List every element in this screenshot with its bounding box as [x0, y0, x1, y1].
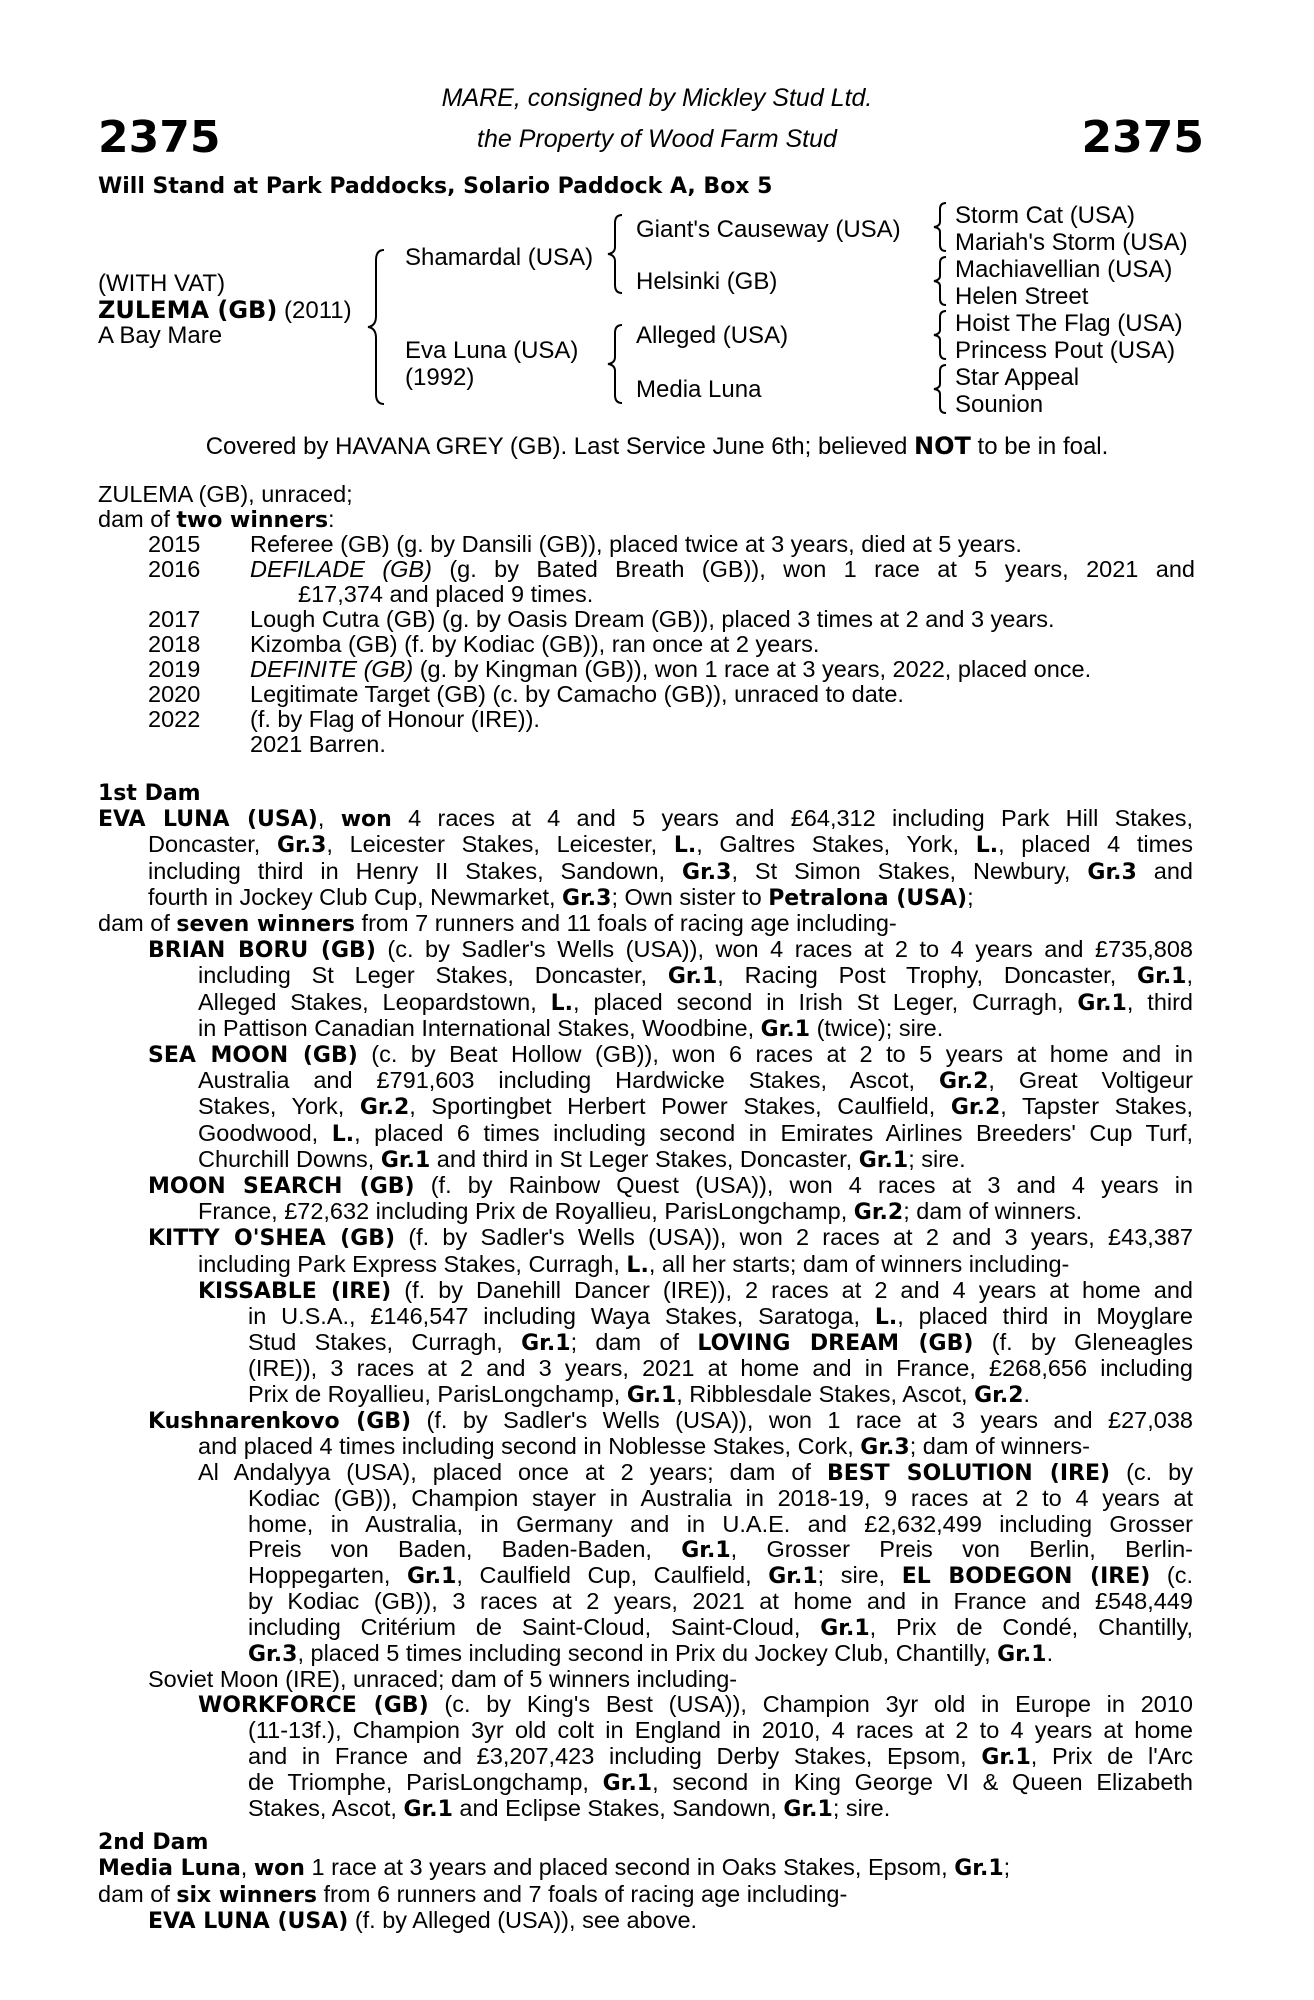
grade: Gr.1	[403, 1796, 453, 1822]
text: , Caulfield Cup, Caulfield,	[456, 1562, 769, 1589]
produce-text-cont: £17,374 and placed 9 times.	[298, 581, 594, 607]
winners-count: two winners	[176, 508, 329, 533]
grandsire-1: Giant's Causeway (USA)	[636, 216, 901, 243]
produce-text	[250, 657, 1091, 682]
text: Preis von Baden, Baden-Baden,	[248, 1535, 682, 1562]
text: (f. by Gleneagles	[973, 1329, 1193, 1356]
grade: Gr.2	[853, 1200, 904, 1226]
text-line	[98, 1770, 1193, 1796]
text-line	[98, 1882, 1193, 1908]
produce-year: 2015	[148, 531, 201, 557]
text: , Great Voltigeur	[988, 1067, 1193, 1094]
produce-row	[0, 657, 1314, 682]
grade: Gr.1	[820, 1615, 870, 1641]
text: and in France and £3,207,423 including Derby Stakes, Epsom,	[248, 1742, 982, 1769]
first-dam-section	[98, 781, 1193, 1934]
text: ; sire.	[832, 1794, 891, 1821]
text: (c. by King's Best (USA)), Champion 3yr old in Europe in 2010	[428, 1691, 1193, 1718]
horse-name: LOVING DREAM (GB)	[697, 1331, 974, 1357]
text-line: Media Luna, won 1 race at 3 years and placed second in Oaks Stakes, Epsom, Gr.1;	[98, 1854, 1011, 1882]
text: and placed 4 times including second in Noblesse Stakes, Cork,	[198, 1433, 861, 1460]
dam-name: Media Luna	[98, 1856, 241, 1882]
vat-note: (WITH VAT)	[98, 270, 226, 297]
text-line	[98, 1563, 1193, 1589]
text: France, £72,632 including Prix de Royallieu, ParisLongchamp,	[198, 1198, 854, 1225]
horse-description: A Bay Mare	[98, 322, 223, 349]
text-line	[98, 1094, 1193, 1120]
text: and Eclipse Stakes, Sandown,	[452, 1794, 784, 1821]
text: , Galtres Stakes, York,	[696, 831, 976, 858]
grade: Gr.1	[954, 1856, 1004, 1882]
text: , Tapster Stakes,	[1000, 1093, 1193, 1120]
text: (c. by Sadler's Wells (USA)), won 4 races at 2 to 4 years and £735,808	[375, 936, 1193, 963]
text: from 6 runners and 7 foals of racing age including-	[316, 1880, 848, 1907]
text: and third in St Leger Stakes, Doncaster,	[430, 1145, 859, 1172]
grade: Gr.1	[406, 1564, 457, 1590]
produce-year: 2020	[148, 681, 201, 707]
text-line: EVA LUNA (USA), won 4 races at 4 and 5 years and £64,312 including Park Hill Stakes,	[98, 805, 1193, 833]
text: .	[1023, 1380, 1031, 1407]
text-line	[98, 1408, 1193, 1434]
text: , third	[1126, 988, 1194, 1015]
grade: L.	[550, 990, 574, 1016]
text-line	[98, 1252, 1193, 1278]
text-line	[98, 1460, 1193, 1486]
text: , placed 6 times including second in Emirates Airlines Breeders' Cup Turf,	[354, 1119, 1193, 1146]
produce-year: 2018	[148, 631, 201, 657]
text: , placed second in Irish St Leger, Curragh,	[573, 988, 1078, 1015]
text: , Grosser Preis von Berlin, Berlin-	[730, 1535, 1193, 1562]
text: (twice); sire.	[810, 1014, 944, 1041]
text: , Leicester Stakes, Leicester,	[326, 831, 674, 858]
produce-year: 2019	[148, 656, 201, 682]
ggs-brace-4	[932, 362, 950, 416]
horse-name: KISSABLE (IRE)	[198, 1278, 392, 1304]
text: in U.S.A., £146,547 including Waya Stakes, Saratoga,	[248, 1303, 875, 1330]
text: (f. by Sadler's Wells (USA)), won 1 race at 3 years and £27,038	[411, 1406, 1193, 1433]
great-grandparent-8: Sounion	[955, 391, 1044, 418]
won-label: won	[253, 1856, 305, 1882]
text: 1 race at 3 years and placed second in Oaks Stakes, Epsom,	[304, 1854, 955, 1881]
great-grandparent-4: Helen Street	[955, 283, 1089, 310]
grade: Gr.2	[950, 1095, 1001, 1121]
text: dam of	[98, 506, 177, 532]
great-grandparent-2: Mariah's Storm (USA)	[955, 229, 1188, 256]
produce-year: 2016	[148, 556, 201, 582]
text: , Sportingbet Herbert Power Stakes, Caulfield,	[409, 1093, 951, 1120]
text: Prix de Royallieu, ParisLongchamp,	[248, 1380, 627, 1407]
grade: L.	[874, 1305, 898, 1331]
great-grandparent-1: Storm Cat (USA)	[955, 202, 1136, 229]
grade: Gr.3	[682, 859, 732, 885]
text: fourth in Jockey Club Cup, Newmarket,	[148, 883, 563, 910]
ggs-brace-2	[932, 254, 950, 308]
text: Stakes, Ascot,	[248, 1794, 404, 1821]
text-line	[98, 1199, 1193, 1225]
grade: Gr.3	[1087, 859, 1137, 885]
text: ,	[1186, 962, 1194, 989]
granddam-2: Media Luna	[636, 376, 762, 403]
text: Goodwood,	[198, 1119, 332, 1146]
text-line	[98, 1068, 1193, 1094]
grade: Gr.2	[359, 1095, 410, 1121]
text-line	[98, 1382, 1193, 1408]
text-line	[98, 1278, 1193, 1304]
grade: Gr.1	[783, 1796, 833, 1822]
text-line: Soviet Moon (IRE), unraced; dam of 5 winners including-	[148, 1665, 738, 1692]
stand-location: Will Stand at Park Paddocks, Solario Paddock A, Box 5	[98, 174, 773, 199]
grade: Gr.3	[276, 833, 327, 859]
text-line	[98, 1042, 1193, 1068]
text: , Racing Post Trophy, Doncaster,	[717, 962, 1138, 989]
text-line	[98, 1692, 1193, 1718]
covered-not: NOT	[914, 432, 971, 460]
produce-row	[250, 557, 1195, 607]
text: ; Own sister to	[611, 883, 769, 910]
grade: L.	[975, 833, 999, 859]
produce-row	[0, 632, 1314, 657]
horse-name: Petralona (USA)	[768, 885, 968, 911]
text: including third in Henry II Stakes, Sandown,	[148, 857, 683, 884]
text-line: (11-13f.), Champion 3yr old colt in England in 2010, 4 races at 2 to 4 years at home	[248, 1717, 1193, 1744]
barren-note: 2021 Barren.	[250, 731, 386, 757]
text-line	[98, 1744, 1193, 1770]
grade: L.	[626, 1252, 649, 1278]
text: Doncaster,	[148, 831, 277, 858]
text-line	[98, 1330, 1193, 1356]
text: ;	[967, 883, 974, 910]
sire-dam-brace	[366, 246, 390, 408]
text: .	[1046, 1639, 1054, 1666]
lot-number-left: 2375	[98, 112, 221, 163]
granddam-1: Helsinki (GB)	[636, 268, 778, 295]
horse-title	[98, 296, 352, 325]
text: and	[1136, 857, 1193, 884]
horse-name: MOON SEARCH (GB)	[148, 1174, 415, 1200]
text: (g. by Kingman (GB)), won 1 race at 3 years, 2022, placed once.	[413, 656, 1092, 682]
horse-name: WORKFORCE (GB)	[198, 1693, 429, 1719]
consignor-line: MARE, consigned by Mickley Stud Ltd.	[441, 84, 873, 112]
grade: Gr.3	[248, 1641, 298, 1667]
winners-count: seven winners	[176, 912, 356, 938]
text: in Pattison Canadian International Stakes, Woodbine,	[198, 1014, 761, 1041]
text-line	[98, 1147, 1193, 1173]
text: Stakes, York,	[198, 1093, 360, 1120]
text: Stud Stakes, Curragh,	[248, 1329, 522, 1356]
dam-brace	[606, 322, 626, 406]
horse-name: ZULEMA (GB)	[98, 296, 278, 324]
text: Churchill Downs,	[198, 1145, 381, 1172]
grade: Gr.2	[938, 1069, 989, 1095]
text: , St Simon Stakes, Newbury,	[731, 857, 1088, 884]
produce-text: Lough Cutra (GB) (g. by Oasis Dream (GB)), placed 3 times at 2 and 3 years.	[250, 606, 1055, 632]
produce-year: 2022	[148, 706, 201, 732]
text-line	[98, 1615, 1193, 1641]
produce-text: Kizomba (GB) (f. by Kodiac (GB)), ran once at 2 years.	[250, 631, 820, 657]
produce-name: DEFINITE (GB)	[250, 656, 414, 682]
dam-name: EVA LUNA (USA)	[98, 807, 318, 833]
grade: Gr.3	[562, 885, 612, 911]
grade: Gr.1	[602, 1770, 653, 1796]
grade: Gr.1	[521, 1331, 571, 1357]
great-grandparent-7: Star Appeal	[955, 364, 1080, 391]
text-line	[98, 832, 1193, 858]
text: , placed third in Moyglare	[897, 1303, 1193, 1330]
produce-text: Legitimate Target (GB) (c. by Camacho (GB)), unraced to date.	[250, 681, 904, 707]
lot-number-right: 2375	[1081, 112, 1204, 163]
text: (f. by Sadler's Wells (USA)), won 2 races at 2 and 3 years, £43,387	[395, 1224, 1194, 1251]
text-line: home, in Australia, in Germany and in U.A.E. and £2,632,499 including Grosser	[248, 1510, 1193, 1537]
grade: Gr.1	[760, 1016, 811, 1042]
text: (c. by	[1110, 1459, 1194, 1486]
grade: Gr.1	[858, 1147, 909, 1173]
text: de Triomphe, ParisLongchamp,	[248, 1768, 603, 1795]
grade: L.	[331, 1121, 355, 1147]
grade: Gr.1	[1077, 990, 1127, 1016]
text: including Park Express Stakes, Curragh,	[198, 1250, 627, 1277]
text-line	[98, 859, 1193, 885]
text-line	[98, 1537, 1193, 1563]
text: , placed 5 times including second in Prix du Jockey Club, Chantilly,	[297, 1639, 998, 1666]
won-label: won	[340, 807, 392, 833]
section-heading: 2nd Dam	[98, 1830, 209, 1856]
produce-row	[0, 682, 1314, 707]
covered-text: Covered by HAVANA GREY (GB). Last Service June 6th; believed	[205, 433, 915, 460]
text-line: Kodiac (GB)), Champion stayer in Australia in 2018-19, 9 races at 2 to 4 years at	[248, 1485, 1193, 1512]
great-grandparent-3: Machiavellian (USA)	[955, 256, 1173, 283]
great-grandparent-5: Hoist The Flag (USA)	[955, 310, 1183, 337]
horse-name: BRIAN BORU (GB)	[148, 938, 376, 964]
text: ; sire,	[817, 1562, 902, 1589]
section-heading: 1st Dam	[98, 781, 201, 806]
text: Australia and £791,603 including Hardwicke Stakes, Ascot,	[198, 1067, 939, 1094]
grade: Gr.1	[981, 1744, 1031, 1770]
grade: Gr.1	[667, 964, 718, 990]
produce-row	[0, 607, 1314, 632]
produce-name: DEFILADE (GB)	[250, 556, 432, 582]
produce-winners-line	[98, 507, 335, 533]
grade: Gr.2	[974, 1382, 1024, 1408]
text: 4 races at 4 and 5 years and £64,312 including Park Hill Stakes,	[391, 805, 1193, 832]
text-line	[98, 885, 1193, 911]
text: (f. by Danehill Dancer (IRE)), 2 races at 2 and 4 years at home and	[391, 1276, 1193, 1303]
text: from 7 runners and 11 foals of racing age including-	[355, 910, 897, 937]
property-line: the Property of Wood Farm Stud	[477, 125, 837, 153]
dam-year: (1992)	[405, 364, 475, 391]
text-line	[98, 937, 1193, 963]
horse-name: Kushnarenkovo (GB)	[148, 1408, 412, 1434]
text-line	[98, 1121, 1193, 1147]
grade: Gr.1	[1137, 964, 1187, 990]
grade: L.	[673, 833, 697, 859]
text-line	[98, 911, 1193, 937]
text: dam of	[98, 1880, 177, 1907]
text-line	[98, 1304, 1193, 1330]
text: ; dam of winners-	[909, 1433, 1090, 1460]
text: ; dam of winners.	[903, 1198, 1083, 1225]
text-line	[98, 1173, 1193, 1199]
text: (c.	[1150, 1562, 1193, 1589]
text-line	[98, 1016, 1193, 1042]
grade: Gr.1	[997, 1641, 1047, 1667]
text-line	[98, 990, 1193, 1016]
produce-row	[0, 532, 1314, 557]
grandsire-2: Alleged (USA)	[636, 322, 789, 349]
text: , Prix de l'Arc	[1030, 1742, 1193, 1769]
text-line: by Kodiac (GB)), 3 races at 2 years, 2021 at home and in France and £548,449	[248, 1588, 1193, 1615]
horse-name: KITTY O'SHEA (GB)	[148, 1226, 396, 1252]
produce-text: Referee (GB) (g. by Dansili (GB)), placed twice at 3 years, died at 5 years.	[250, 531, 1022, 557]
text: , second in King George VI & Queen Elizabeth	[652, 1768, 1193, 1795]
text: ; sire.	[908, 1145, 966, 1172]
ggs-brace-1	[932, 200, 950, 254]
ggs-brace-3	[932, 308, 950, 362]
produce-year: 2017	[148, 606, 201, 632]
text-line	[98, 1434, 1193, 1460]
produce-intro: ZULEMA (GB), unraced;	[98, 481, 353, 507]
text: , placed 4 times	[998, 831, 1193, 858]
winners-count: six winners	[176, 1882, 317, 1908]
text: , Prix de Condé, Chantilly,	[869, 1613, 1193, 1640]
text-line	[98, 1908, 1193, 1934]
text-line	[98, 1796, 1193, 1822]
text: (c. by Beat Hollow (GB)), won 6 races at 2 to 5 years at home and in	[357, 1041, 1193, 1068]
sire-brace	[606, 212, 626, 296]
horse-name: EVA LUNA (USA)	[148, 1908, 349, 1934]
covered-text-end: to be in foal.	[970, 433, 1109, 460]
produce-row	[0, 707, 1314, 732]
text: ;	[1003, 1854, 1011, 1881]
text: (f. by Alleged (USA)), see above.	[348, 1906, 698, 1933]
text: , all her starts; dam of winners including-	[648, 1250, 1070, 1277]
text-line: (IRE)), 3 races at 2 and 3 years, 2021 at home and in France, £268,656 including	[248, 1355, 1193, 1382]
text: ; dam of	[570, 1329, 698, 1356]
text: , Ribblesdale Stakes, Ascot,	[676, 1380, 975, 1407]
text-line	[98, 963, 1193, 989]
text: Alleged Stakes, Leopardstown,	[198, 988, 551, 1015]
horse-name: EL BODEGON (IRE)	[901, 1564, 1151, 1590]
sire-name: Shamardal (USA)	[405, 244, 594, 271]
great-grandparent-6: Princess Pout (USA)	[955, 337, 1176, 364]
covered-note	[0, 432, 1314, 461]
text: :	[328, 506, 335, 532]
horse-year: (2011)	[284, 297, 352, 324]
grade: Gr.1	[681, 1537, 731, 1563]
text: including Critérium de Saint-Cloud, Saint-Cloud,	[248, 1613, 821, 1640]
text: Al Andalyya (USA), placed once at 2 years; dam of	[198, 1459, 827, 1486]
produce-text	[250, 557, 1195, 582]
text: dam of	[98, 910, 177, 937]
grade: Gr.1	[768, 1564, 818, 1590]
horse-name: BEST SOLUTION (IRE)	[826, 1461, 1111, 1487]
text: (f. by Rainbow Quest (USA)), won 4 races at 3 and 4 years in	[414, 1172, 1193, 1199]
text: Hoppegarten,	[248, 1562, 407, 1589]
dam-name: Eva Luna (USA)	[405, 337, 579, 364]
produce-text: (f. by Flag of Honour (IRE)).	[250, 706, 540, 732]
text-line	[98, 1641, 1193, 1667]
grade: Gr.1	[380, 1147, 431, 1173]
text-line	[98, 1225, 1193, 1251]
grade: Gr.3	[860, 1435, 910, 1461]
horse-name: SEA MOON (GB)	[148, 1043, 358, 1069]
grade: Gr.1	[626, 1382, 677, 1408]
text: including St Leger Stakes, Doncaster,	[198, 962, 668, 989]
text: (g. by Bated Breath (GB)), won 1 race at 5 years, 2021 and	[431, 556, 1195, 582]
